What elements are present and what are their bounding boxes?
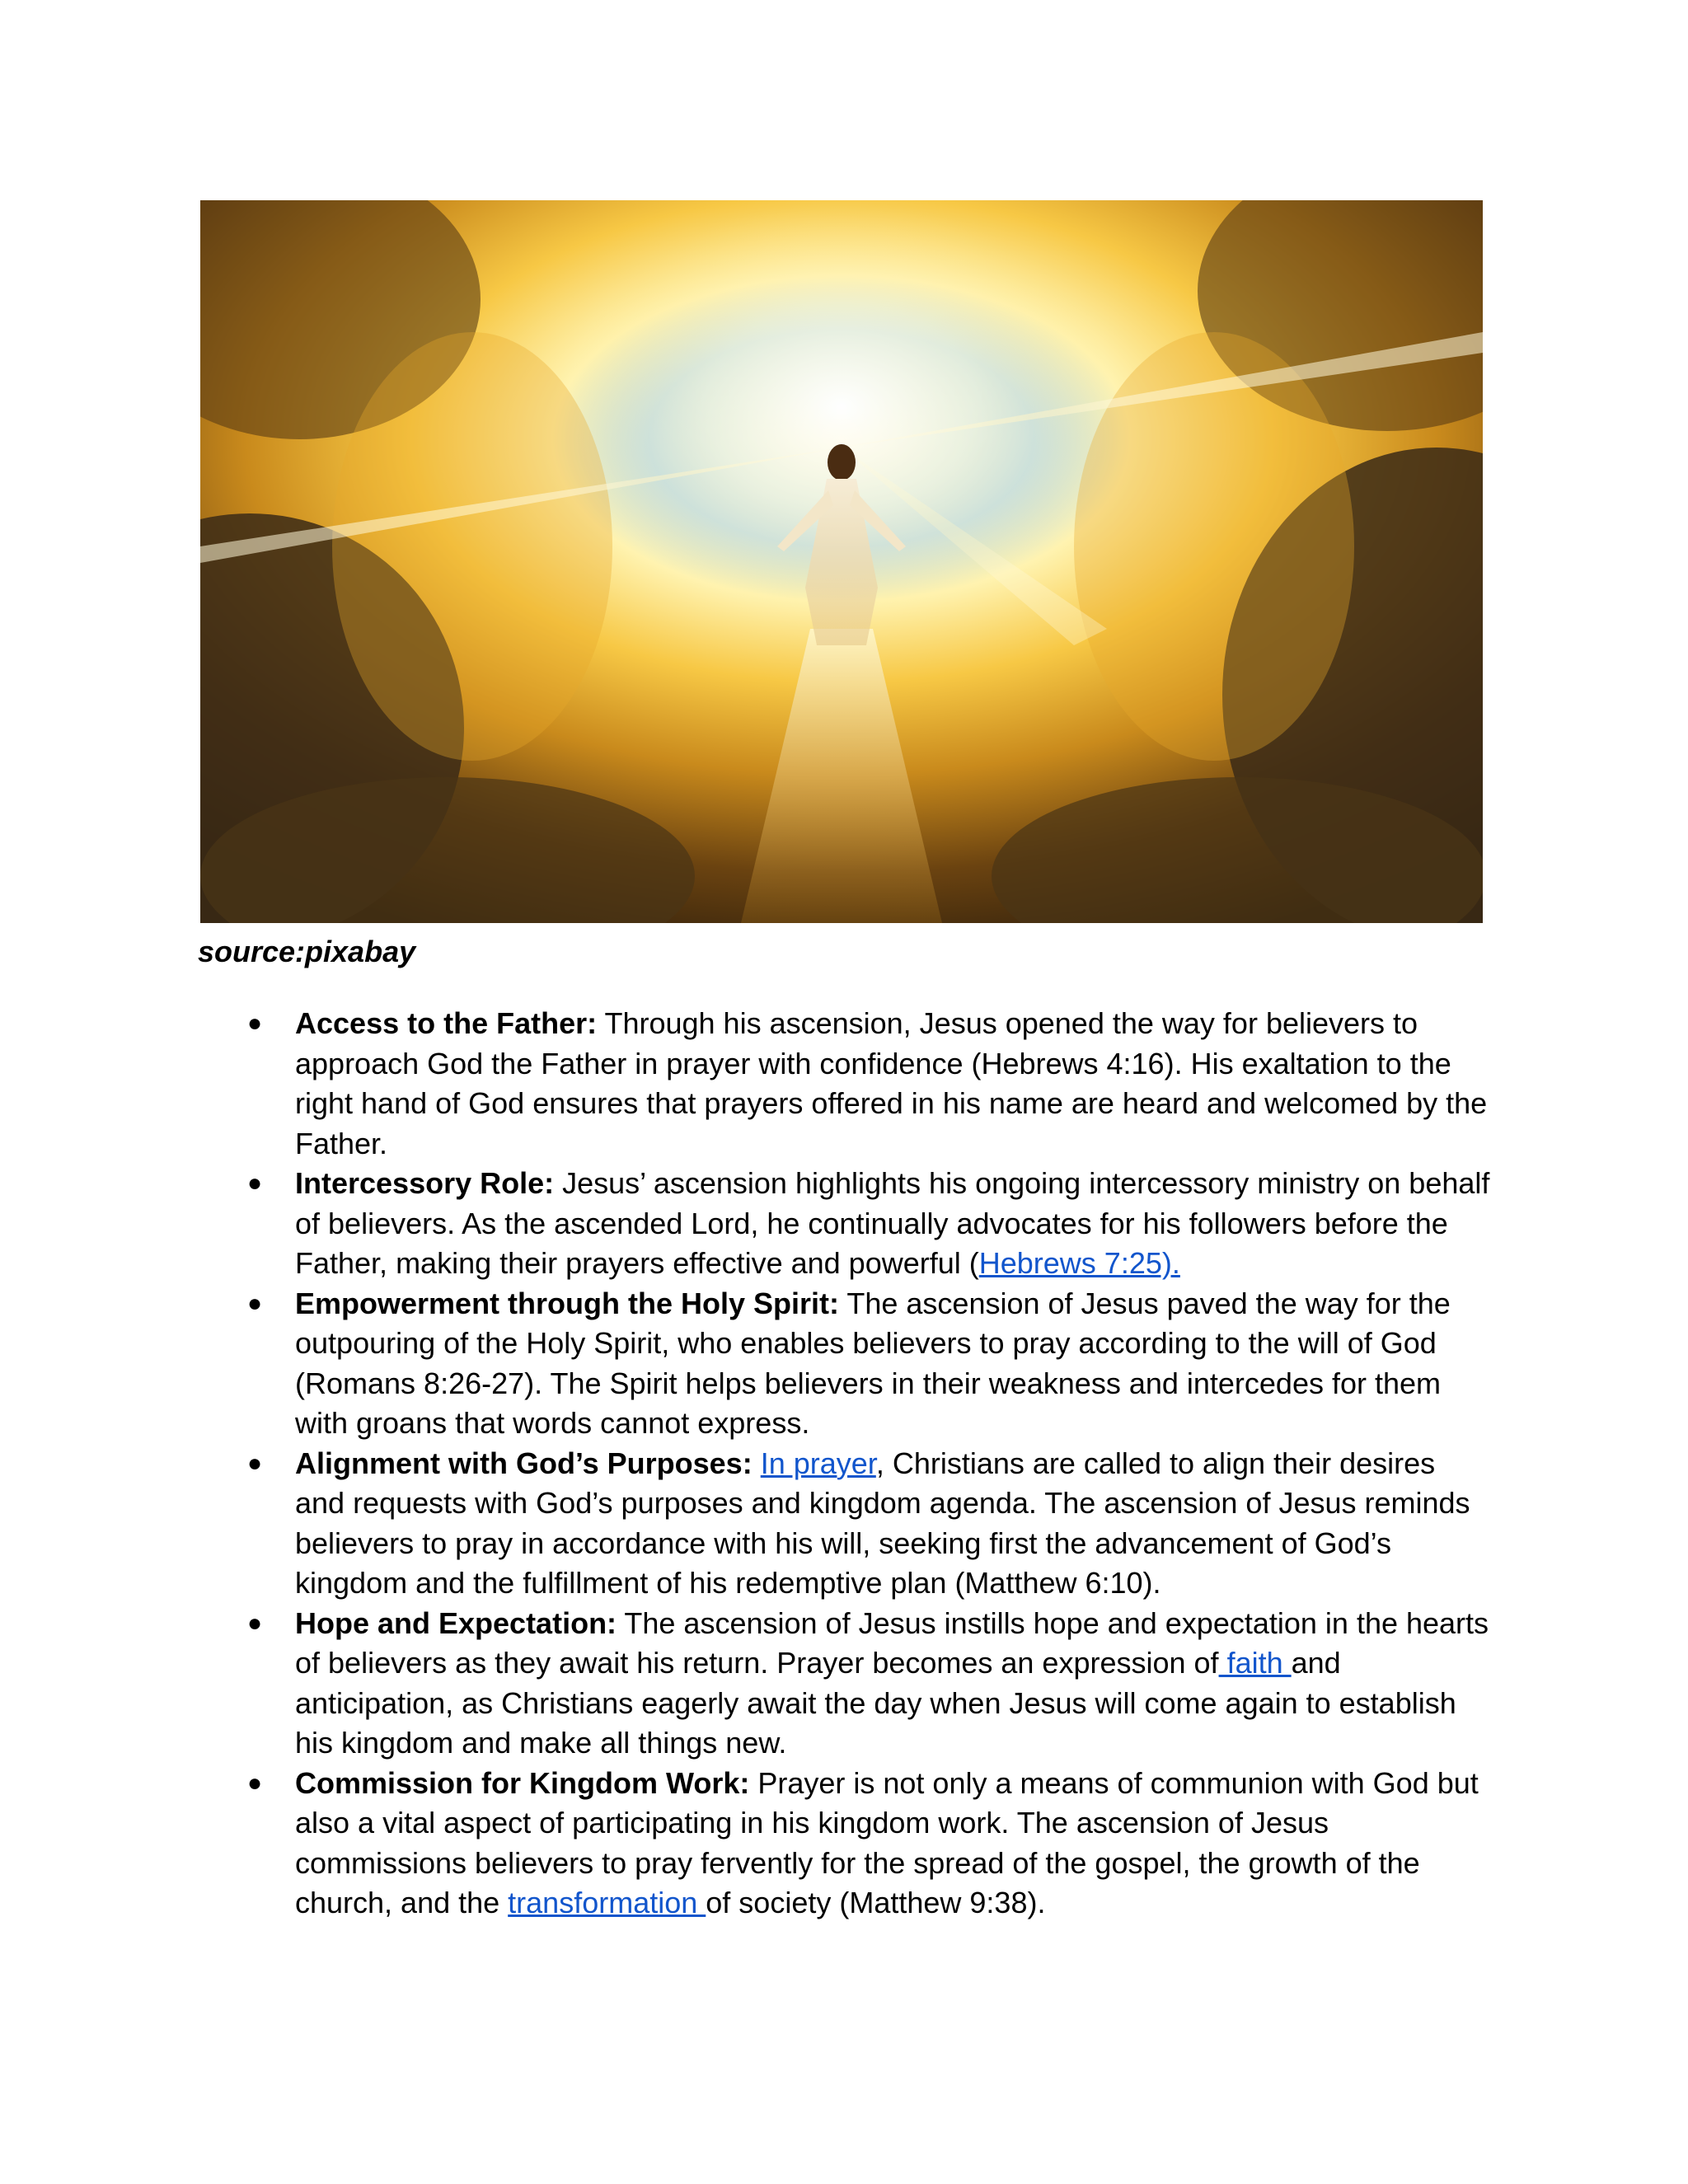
ascension-points-list bbox=[247, 1004, 1492, 1924]
item-text: Prayer is not only a means of communion with God but also a vital aspect of participating in his kingdom work. The ascension of Jesus commissions believers to pray fervently for the spread of the gospel, the growth of the church, and the bbox=[295, 1765, 1479, 1919]
image-caption: source:pixabay bbox=[198, 935, 416, 968]
item-text: The ascension of Jesus instills hope and expectation in the hearts of believers as they await his return. Prayer becomes an expression of bbox=[295, 1605, 1489, 1680]
item-text: Through his ascension, Jesus opened the way for believers to approach God the Father in prayer with confidence (Hebrews 4:16). His exaltation to the right hand of God ensures that prayers offered in his name are heard and welcomed by the Father. bbox=[295, 1006, 1488, 1160]
item-text: of society (Matthew 9:38). bbox=[706, 1886, 1046, 1919]
bullet-icon: ● bbox=[247, 1169, 263, 1197]
inline-link[interactable]: transformation bbox=[508, 1886, 706, 1919]
inline-link[interactable]: faith bbox=[1218, 1646, 1292, 1680]
list-item bbox=[247, 1444, 1492, 1604]
item-text: , Christians are called to align their desires and requests with God’s purposes and kingdom agenda. The ascension of Jesus reminds believers to pray in accordance with his will, seeking first the advancement of God’s kingdom and the fulfillment of his redemptive plan (Matthew 6:10). bbox=[295, 1446, 1470, 1600]
inline-link[interactable]: Hebrews 7:25). bbox=[978, 1246, 1180, 1280]
item-text bbox=[753, 1446, 761, 1480]
ascension-illustration bbox=[200, 200, 1483, 923]
hero-image bbox=[200, 200, 1483, 923]
item-title: Access to the Father: bbox=[295, 1006, 598, 1040]
bullet-icon: ● bbox=[247, 1769, 263, 1797]
list-item bbox=[247, 1604, 1492, 1764]
bullet-icon: ● bbox=[247, 1449, 263, 1477]
item-title: Empowerment through the Holy Spirit: bbox=[295, 1286, 840, 1320]
item-text: Jesus’ ascension highlights his ongoing intercessory ministry on behalf of believers. As the ascended Lord, he continually advocates for his followers before the Father, making their prayers effective and powerful ( bbox=[295, 1166, 1490, 1280]
list-item bbox=[247, 1764, 1492, 1924]
inline-link[interactable]: In prayer bbox=[760, 1446, 876, 1480]
item-text: The ascension of Jesus paved the way for the outpouring of the Holy Spirit, who enables believers to pray according to the will of God (Romans 8:26-27). The Spirit helps believers in their weakness and intercedes for them with groans that words cannot express. bbox=[295, 1286, 1451, 1440]
item-text: and anticipation, as Christians eagerly await the day when Jesus will come again to establish his kingdom and make all things new. bbox=[295, 1646, 1456, 1760]
bullet-icon: ● bbox=[247, 1609, 263, 1637]
list-item bbox=[247, 1284, 1492, 1444]
list-item bbox=[247, 1004, 1492, 1164]
bullet-icon: ● bbox=[247, 1010, 263, 1037]
item-title: Hope and Expectation: bbox=[295, 1605, 617, 1640]
list-item bbox=[247, 1164, 1492, 1284]
bullet-icon: ● bbox=[247, 1289, 263, 1317]
item-title: Intercessory Role: bbox=[295, 1166, 555, 1200]
item-title: Alignment with God’s Purposes: bbox=[295, 1446, 753, 1480]
item-title: Commission for Kingdom Work: bbox=[295, 1765, 750, 1800]
